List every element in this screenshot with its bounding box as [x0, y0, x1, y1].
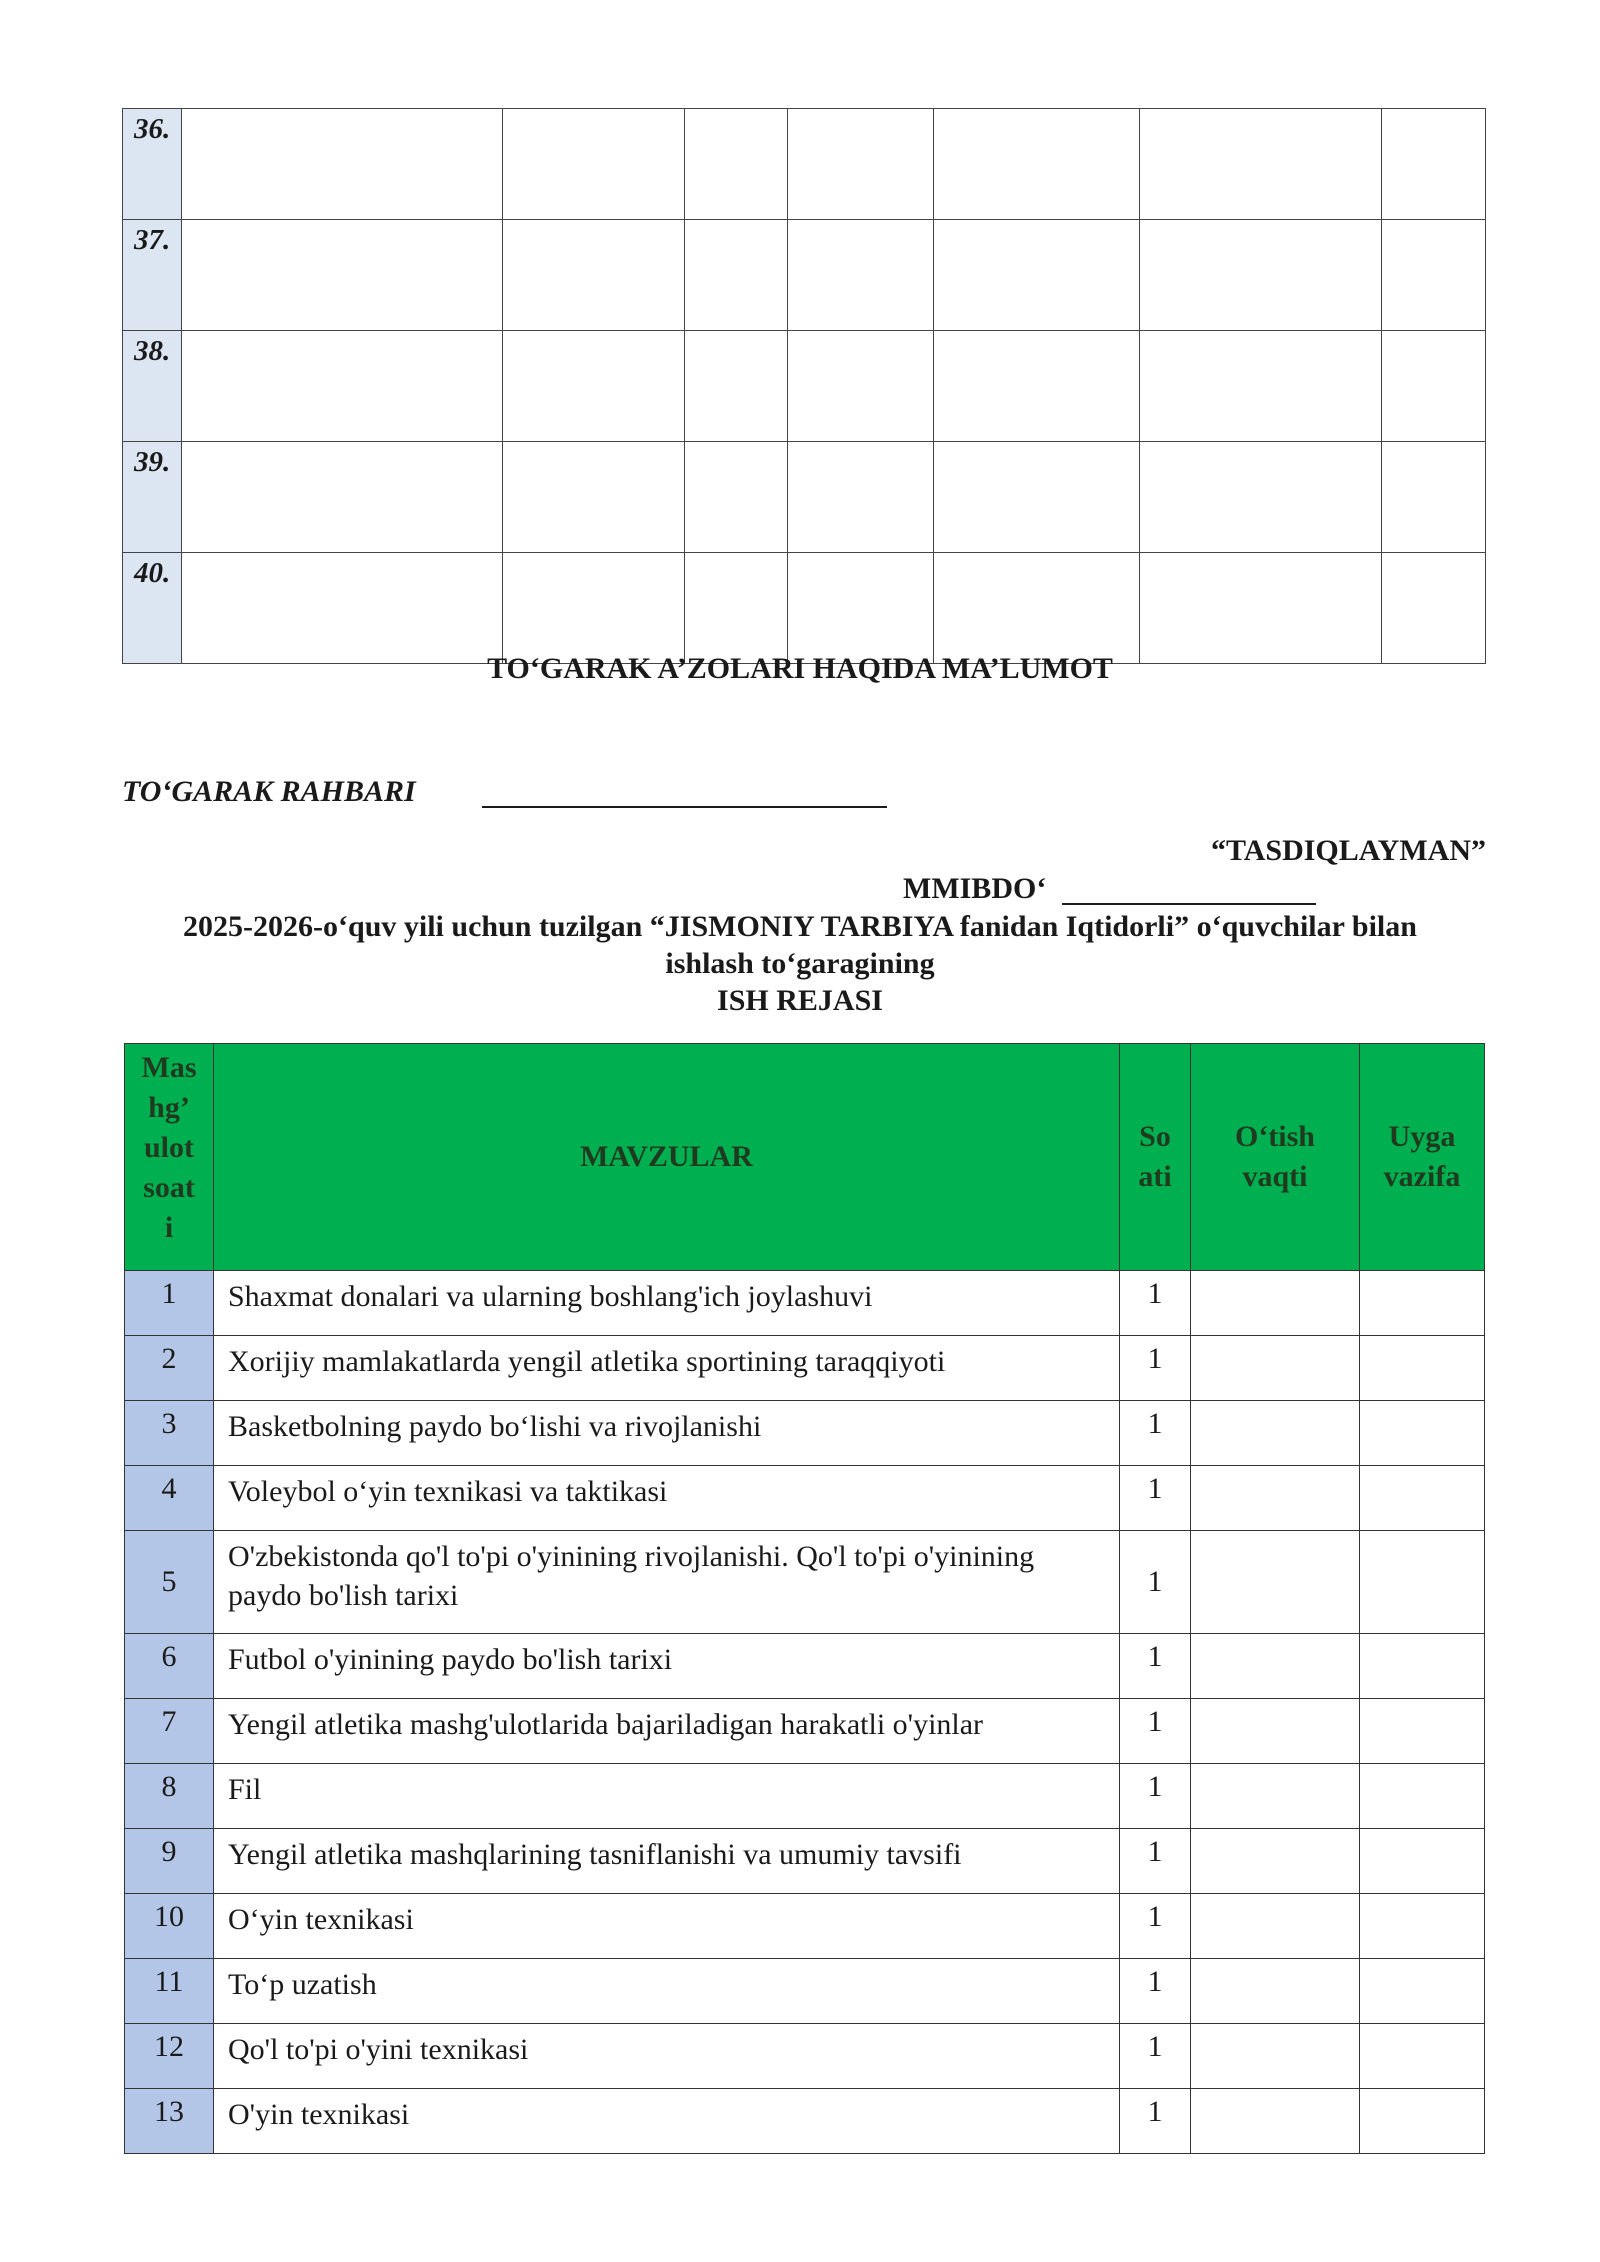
member-cell	[502, 442, 684, 553]
plan-row-hours: 1	[1120, 1466, 1191, 1531]
plan-row	[125, 1271, 1485, 1336]
title-line-3: ISH REJASI	[717, 984, 883, 1017]
leader-signature-line	[482, 806, 887, 808]
plan-row	[125, 1466, 1485, 1531]
member-cell	[684, 220, 788, 331]
plan-row	[125, 2024, 1485, 2089]
plan-row-topic: O'yin texnikasi	[214, 2089, 1120, 2154]
plan-row-number: 2	[125, 1336, 214, 1401]
plan-row-hours: 1	[1120, 2089, 1191, 2154]
member-cell	[1140, 553, 1382, 664]
member-cell	[684, 442, 788, 553]
plan-row-topic: Qo'l to'pi o'yini texnikasi	[214, 2024, 1120, 2089]
plan-row-number: 5	[125, 1531, 214, 1634]
leader-label: TO‘GARAK RAHBARI	[122, 775, 416, 808]
member-cell	[1382, 220, 1486, 331]
header-time: O‘tish vaqti	[1191, 1044, 1360, 1271]
plan-row-time	[1191, 1401, 1360, 1466]
plan-row-homework	[1360, 2024, 1485, 2089]
plan-row-topic: Fil	[214, 1764, 1120, 1829]
member-row	[123, 553, 1486, 664]
plan-row-time	[1191, 1699, 1360, 1764]
plan-row-hours: 1	[1120, 2024, 1191, 2089]
plan-row-homework	[1360, 1764, 1485, 1829]
plan-row-time	[1191, 1894, 1360, 1959]
member-cell	[934, 109, 1140, 220]
member-row	[123, 442, 1486, 553]
plan-row-number: 11	[125, 1959, 214, 2024]
plan-row	[125, 2089, 1485, 2154]
plan-row-homework	[1360, 1466, 1485, 1531]
plan-row-topic: Yengil atletika mashqlarining tasniflanishi va umumiy tavsifi	[214, 1829, 1120, 1894]
plan-row-homework	[1360, 1271, 1485, 1336]
member-cell	[934, 553, 1140, 664]
plan-row-hours: 1	[1120, 1401, 1191, 1466]
member-cell	[182, 331, 503, 442]
member-cell	[502, 109, 684, 220]
member-cell	[1382, 553, 1486, 664]
plan-row-time	[1191, 1764, 1360, 1829]
member-cell	[1140, 220, 1382, 331]
member-cell	[788, 220, 934, 331]
member-cell	[1140, 442, 1382, 553]
plan-row-hours: 1	[1120, 1829, 1191, 1894]
member-cell	[182, 109, 503, 220]
plan-row-homework	[1360, 2089, 1485, 2154]
plan-row-homework	[1360, 1401, 1485, 1466]
member-cell	[788, 109, 934, 220]
plan-row	[125, 1699, 1485, 1764]
member-cell	[1382, 109, 1486, 220]
member-cell	[502, 553, 684, 664]
plan-row	[125, 1829, 1485, 1894]
member-cell	[788, 442, 934, 553]
work-plan-table	[124, 1043, 1485, 2154]
plan-row-homework	[1360, 1894, 1485, 1959]
title-line-1: 2025-2026-o‘quv yili uchun tuzilgan “JISMONIY TARBIYA fanidan Iqtidorli” o‘quvchilar bilan	[183, 910, 1417, 943]
plan-row-homework	[1360, 1699, 1485, 1764]
member-cell	[182, 442, 503, 553]
plan-row-number: 3	[125, 1401, 214, 1466]
plan-row-hours: 1	[1120, 1699, 1191, 1764]
plan-row-homework	[1360, 1829, 1485, 1894]
member-row-number: 40.	[123, 553, 182, 664]
plan-row-homework	[1360, 1634, 1485, 1699]
plan-row-hours: 1	[1120, 1271, 1191, 1336]
mmibdo-signature-line	[1062, 903, 1316, 905]
plan-row-topic: O'zbekistonda qo'l to'pi o'yinining rivojlanishi. Qo'l to'pi o'yinining paydo bo'lish tarixi	[214, 1531, 1120, 1634]
plan-row-number: 9	[125, 1829, 214, 1894]
plan-row-number: 7	[125, 1699, 214, 1764]
approve-text: “TASDIQLAYMAN”	[1210, 834, 1486, 867]
member-row-number: 36.	[123, 109, 182, 220]
plan-row-hours: 1	[1120, 1336, 1191, 1401]
member-cell	[502, 220, 684, 331]
plan-title	[110, 908, 1490, 1019]
member-cell	[934, 220, 1140, 331]
plan-row-topic: To‘p uzatish	[214, 1959, 1120, 2024]
plan-row	[125, 1634, 1485, 1699]
plan-row-time	[1191, 1829, 1360, 1894]
plan-row-topic: Basketbolning paydo bo‘lishi va rivojlanishi	[214, 1401, 1120, 1466]
member-row	[123, 331, 1486, 442]
member-cell	[934, 331, 1140, 442]
plan-row-time	[1191, 1336, 1360, 1401]
plan-row-time	[1191, 2024, 1360, 2089]
member-cell	[684, 331, 788, 442]
member-row-number: 39.	[123, 442, 182, 553]
plan-row-number: 13	[125, 2089, 214, 2154]
member-cell	[502, 331, 684, 442]
member-row-number: 37.	[123, 220, 182, 331]
member-cell	[182, 553, 503, 664]
member-cell	[1382, 442, 1486, 553]
plan-row	[125, 1531, 1485, 1634]
header-topics: MAVZULAR	[214, 1044, 1120, 1271]
member-cell	[684, 553, 788, 664]
title-line-2: ishlash to‘garagining	[665, 947, 935, 980]
plan-row-time	[1191, 1634, 1360, 1699]
plan-row-topic: O‘yin texnikasi	[214, 1894, 1120, 1959]
plan-row-hours: 1	[1120, 1531, 1191, 1634]
plan-row-time	[1191, 2089, 1360, 2154]
plan-row-number: 8	[125, 1764, 214, 1829]
member-cell	[684, 109, 788, 220]
plan-row-number: 12	[125, 2024, 214, 2089]
members-heading: TO‘GARAK A’ZOLARI HAQIDA MA’LUMOT	[487, 652, 1113, 685]
plan-row-time	[1191, 1531, 1360, 1634]
plan-row-time	[1191, 1271, 1360, 1336]
plan-row	[125, 1401, 1485, 1466]
plan-row	[125, 1959, 1485, 2024]
plan-row-hours: 1	[1120, 1634, 1191, 1699]
member-row	[123, 220, 1486, 331]
plan-row-number: 4	[125, 1466, 214, 1531]
member-row-number: 38.	[123, 331, 182, 442]
member-cell	[1382, 331, 1486, 442]
member-row	[123, 109, 1486, 220]
plan-row-homework	[1360, 1531, 1485, 1634]
plan-row	[125, 1894, 1485, 1959]
header-homework: Uyga vazifa	[1360, 1044, 1485, 1271]
member-cell	[788, 553, 934, 664]
member-cell	[182, 220, 503, 331]
members-table	[122, 108, 1486, 664]
plan-row-number: 1	[125, 1271, 214, 1336]
member-cell	[934, 442, 1140, 553]
member-cell	[1140, 109, 1382, 220]
member-cell	[788, 331, 934, 442]
plan-row-topic: Futbol o'yinining paydo bo'lish tarixi	[214, 1634, 1120, 1699]
header-hours: So ati	[1120, 1044, 1191, 1271]
plan-row-time	[1191, 1959, 1360, 2024]
plan-row-topic: Xorijiy mamlakatlarda yengil atletika sportining taraqqiyoti	[214, 1336, 1120, 1401]
plan-row-number: 10	[125, 1894, 214, 1959]
header-session: Mas hg’ ulot soat i	[125, 1044, 214, 1271]
plan-row-number: 6	[125, 1634, 214, 1699]
plan-row-homework	[1360, 1959, 1485, 2024]
member-cell	[1140, 331, 1382, 442]
plan-row-topic: Voleybol o‘yin texnikasi va taktikasi	[214, 1466, 1120, 1531]
plan-row-hours: 1	[1120, 1959, 1191, 2024]
plan-row-hours: 1	[1120, 1764, 1191, 1829]
plan-row	[125, 1336, 1485, 1401]
plan-row-homework	[1360, 1336, 1485, 1401]
plan-row-time	[1191, 1466, 1360, 1531]
plan-row	[125, 1764, 1485, 1829]
plan-row-hours: 1	[1120, 1894, 1191, 1959]
mmibdo-label: MMIBDO‘	[903, 872, 1047, 905]
plan-row-topic: Shaxmat donalari va ularning boshlang'ich joylashuvi	[214, 1271, 1120, 1336]
plan-row-topic: Yengil atletika mashg'ulotlarida bajariladigan harakatli o'yinlar	[214, 1699, 1120, 1764]
